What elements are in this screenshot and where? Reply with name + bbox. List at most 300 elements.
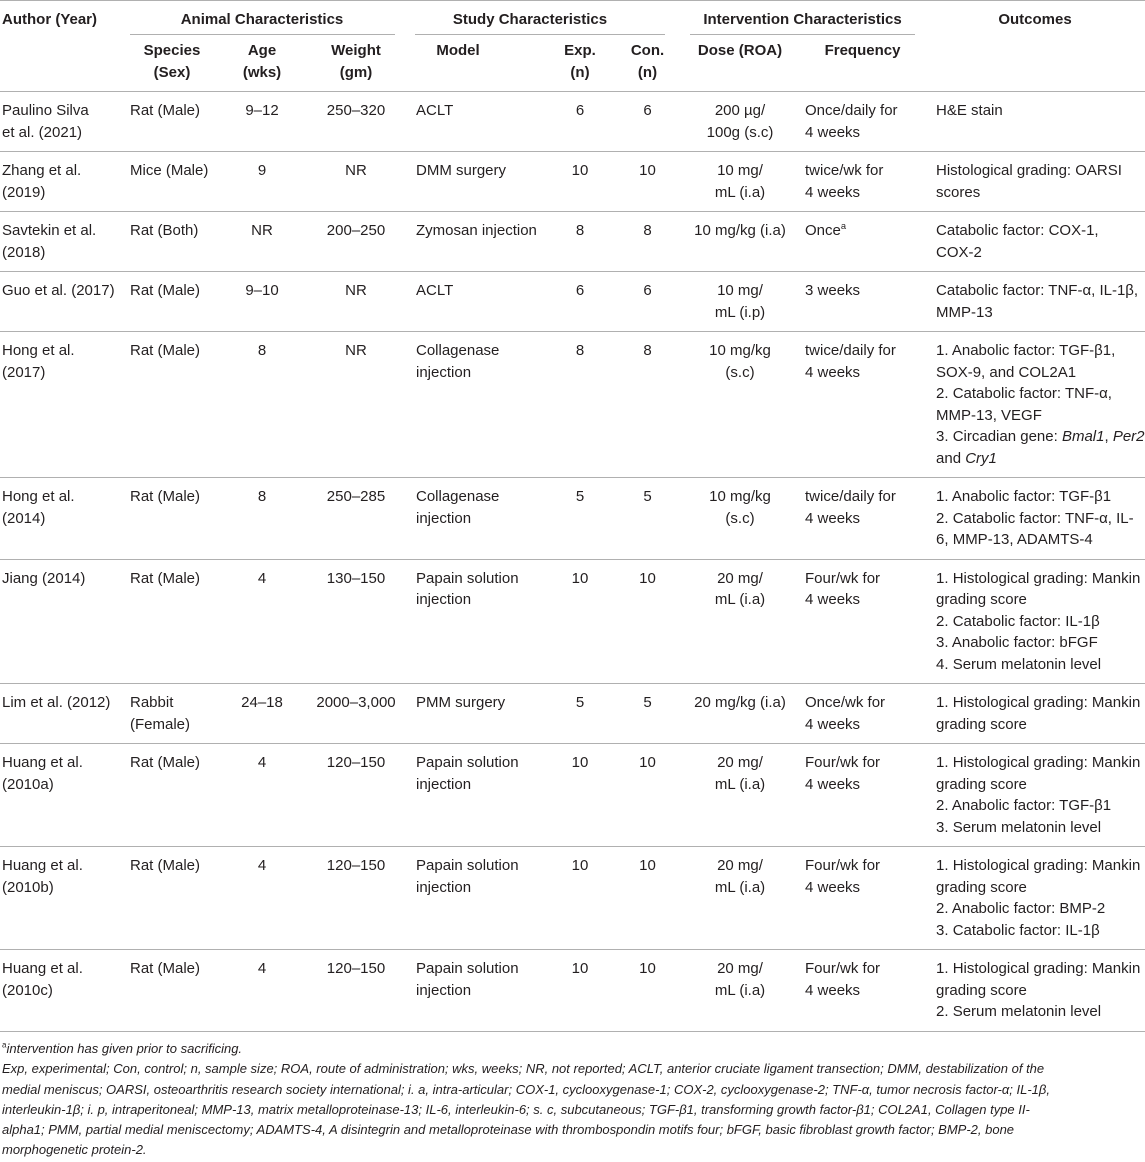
table-row bbox=[0, 847, 1145, 950]
cell-exp bbox=[545, 744, 615, 847]
cell-line: 20 mg/kg (i.a) bbox=[694, 694, 786, 711]
header-frequency bbox=[800, 35, 925, 92]
header-line: Model bbox=[436, 42, 480, 59]
cell-line: Catabolic factor: COX-1, bbox=[936, 222, 1099, 239]
cell-line: Guo et al. (2017) bbox=[2, 282, 115, 299]
cell-line: 10 bbox=[639, 754, 656, 771]
header-dose bbox=[680, 35, 800, 92]
cell-line: DMM surgery bbox=[416, 162, 507, 179]
cell-line: Hong et al. bbox=[2, 488, 75, 505]
cell-line: 10 bbox=[639, 569, 656, 587]
cell-author bbox=[0, 559, 122, 684]
cell-line: (2010c) bbox=[2, 981, 53, 999]
header-line: Age bbox=[247, 42, 277, 59]
cell-line: 3 weeks bbox=[805, 282, 861, 299]
cell-line: Rat (Male) bbox=[130, 342, 201, 359]
table-row bbox=[0, 744, 1145, 847]
cell-line: 6 bbox=[643, 102, 652, 119]
cell-line: Huang et al. bbox=[2, 754, 83, 771]
cell-line: NR bbox=[345, 282, 367, 299]
cell-exp bbox=[545, 950, 615, 1032]
cell-author bbox=[0, 744, 122, 847]
cell-con bbox=[615, 847, 680, 950]
cell-line: 10 bbox=[639, 162, 656, 179]
cell-model bbox=[410, 332, 545, 478]
cell-line: 1. Histological grading: Mankin bbox=[936, 694, 1141, 711]
cell-exp bbox=[545, 559, 615, 684]
header-line: Con. bbox=[630, 42, 665, 59]
cell-exp bbox=[545, 212, 615, 272]
cell-line: Zhang et al. bbox=[2, 162, 82, 179]
cell-line: 8 bbox=[575, 222, 585, 239]
cell-line: 120–150 bbox=[326, 857, 386, 874]
cell-dose bbox=[680, 744, 800, 847]
cell-line: injection bbox=[416, 363, 472, 381]
cell-frequency bbox=[800, 559, 925, 684]
cell-line: 9 bbox=[257, 162, 267, 179]
header-line: Weight bbox=[331, 42, 381, 59]
cell-line: SOX-9, and COL2A1 bbox=[936, 363, 1077, 381]
cell-line: mL (i.a) bbox=[714, 183, 766, 201]
cell-line: NR bbox=[345, 162, 367, 179]
cell-line: 8 bbox=[575, 342, 585, 359]
cell-line: Papain solution bbox=[416, 754, 519, 771]
footnote-line bbox=[0, 1039, 1145, 1059]
cell-line: grading score bbox=[936, 715, 1027, 733]
cell-line: 1. Histological grading: Mankin bbox=[936, 960, 1141, 977]
cell-line bbox=[936, 426, 1145, 448]
cell-line: 4 weeks bbox=[805, 775, 861, 793]
footnote-marker: a bbox=[2, 1040, 7, 1050]
table-row bbox=[0, 332, 1145, 478]
cell-line: (s.c) bbox=[725, 363, 755, 381]
cell-line: Huang et al. bbox=[2, 960, 83, 977]
cell-line: 9–10 bbox=[245, 282, 279, 299]
cell-line: (2018) bbox=[2, 243, 46, 261]
cell-age bbox=[222, 950, 302, 1032]
cell-frequency bbox=[800, 744, 925, 847]
cell-author bbox=[0, 332, 122, 478]
cell-line: Huang et al. bbox=[2, 857, 83, 874]
cell-line: 4 weeks bbox=[805, 509, 861, 527]
header-model bbox=[410, 35, 545, 92]
cell-line: MMP-13 bbox=[936, 303, 993, 321]
cell-line: 4 weeks bbox=[805, 878, 861, 896]
cell-frequency bbox=[800, 272, 925, 332]
table-row bbox=[0, 212, 1145, 272]
cell-line: 2. Serum melatonin level bbox=[936, 1003, 1102, 1020]
cell-line: 10 mg/kg bbox=[709, 342, 771, 359]
cell-age bbox=[222, 272, 302, 332]
cell-species bbox=[122, 950, 222, 1032]
cell-weight bbox=[302, 212, 410, 272]
table-footnotes bbox=[0, 1039, 1145, 1161]
footnote-line: morphogenetic protein-2. bbox=[2, 1142, 147, 1158]
cell-line: injection bbox=[416, 981, 472, 999]
cell-line: 1. Histological grading: Mankin bbox=[936, 857, 1141, 874]
cell-line: 2000–3,000 bbox=[316, 694, 396, 711]
cell-line: 4 bbox=[257, 754, 267, 771]
cell-line: 6 bbox=[575, 102, 585, 119]
cell-author bbox=[0, 152, 122, 212]
cell-line: Zymosan injection bbox=[416, 222, 537, 239]
table-row bbox=[0, 559, 1145, 684]
cell-line: twice/daily for bbox=[805, 488, 896, 505]
cell-author bbox=[0, 950, 122, 1032]
cell-exp bbox=[545, 478, 615, 560]
header-group-intervention: Intervention Characteristics bbox=[680, 1, 925, 36]
cell-species bbox=[122, 152, 222, 212]
cell-exp bbox=[545, 332, 615, 478]
header-group-study: Study Characteristics bbox=[410, 1, 680, 36]
cell-line: (2010b) bbox=[2, 878, 54, 896]
cell-author bbox=[0, 272, 122, 332]
cell-species bbox=[122, 92, 222, 152]
header-line: Exp. bbox=[564, 42, 596, 59]
text-segment: , bbox=[1104, 428, 1113, 445]
table-body bbox=[0, 92, 1145, 1032]
cell-weight bbox=[302, 332, 410, 478]
cell-weight bbox=[302, 92, 410, 152]
cell-line: injection bbox=[416, 591, 472, 608]
text-segment: 3. Circadian gene: bbox=[936, 428, 1062, 445]
table-row bbox=[0, 950, 1145, 1032]
cell-line: Mice (Male) bbox=[130, 162, 209, 179]
cell-model bbox=[410, 950, 545, 1032]
cell-line: 2. Catabolic factor: TNF-α, IL- bbox=[936, 509, 1134, 527]
cell-line: Rat (Male) bbox=[130, 282, 201, 299]
cell-line: 4 weeks bbox=[805, 183, 861, 201]
cell-line: Four/wk for bbox=[805, 754, 881, 771]
cell-model bbox=[410, 152, 545, 212]
cell-species bbox=[122, 744, 222, 847]
cell-dose bbox=[680, 332, 800, 478]
cell-line: 4 weeks bbox=[805, 123, 861, 141]
cell-dose bbox=[680, 684, 800, 744]
cell-species bbox=[122, 212, 222, 272]
cell-line: Rat (Male) bbox=[130, 857, 201, 874]
cell-con bbox=[615, 744, 680, 847]
cell-line: et al. (2021) bbox=[2, 123, 83, 141]
cell-exp bbox=[545, 272, 615, 332]
header-exp bbox=[545, 35, 615, 92]
cell-age bbox=[222, 684, 302, 744]
cell-line: (s.c) bbox=[725, 509, 755, 527]
cell-line: 100g (s.c) bbox=[706, 123, 774, 141]
cell-line: Histological grading: OARSI bbox=[936, 162, 1122, 179]
cell-line: Four/wk for bbox=[805, 569, 881, 587]
table-row bbox=[0, 152, 1145, 212]
cell-line: 2. Catabolic factor: TNF-α, bbox=[936, 385, 1112, 402]
cell-line: grading score bbox=[936, 878, 1027, 896]
cell-line bbox=[936, 448, 1145, 470]
italic-text: Bmal1 bbox=[1061, 428, 1105, 445]
cell-con bbox=[615, 212, 680, 272]
cell-line: 3. Serum melatonin level bbox=[936, 818, 1102, 836]
cell-frequency bbox=[800, 847, 925, 950]
cell-age bbox=[222, 847, 302, 950]
cell-line: Rat (Male) bbox=[130, 960, 201, 977]
cell-line: 10 bbox=[571, 754, 589, 771]
cell-line: 9–12 bbox=[245, 102, 279, 119]
cell-line: NR bbox=[345, 342, 367, 359]
cell-line: Papain solution bbox=[416, 960, 519, 977]
cell-line: 250–320 bbox=[326, 102, 386, 119]
cell-frequency bbox=[800, 478, 925, 560]
cell-dose bbox=[680, 272, 800, 332]
cell-line: Rat (Male) bbox=[130, 754, 201, 771]
cell-line: Rat (Male) bbox=[130, 569, 201, 587]
cell-con bbox=[615, 950, 680, 1032]
cell-weight bbox=[302, 744, 410, 847]
cell-line: Once/daily for bbox=[805, 102, 898, 119]
cell-age bbox=[222, 478, 302, 560]
cell-line: 4 weeks bbox=[805, 715, 861, 733]
footnote-line: alpha1; PMM, partial medial meniscectomy; ADAMTS-4, A disintegrin and metalloproteinase with thrombospondin motifs four; bFGF, basic fibroblast growth factor; BMP-2, bone bbox=[2, 1122, 1015, 1138]
text-segment: Once bbox=[805, 222, 841, 239]
cell-model bbox=[410, 272, 545, 332]
cell-species bbox=[122, 847, 222, 950]
cell-line: mL (i.a) bbox=[714, 981, 766, 999]
italic-text: Cry1 bbox=[965, 449, 997, 467]
cell-model bbox=[410, 744, 545, 847]
cell-line: 2. Catabolic factor: IL-1β bbox=[936, 612, 1100, 630]
table-row bbox=[0, 272, 1145, 332]
cell-line: 4 bbox=[257, 569, 267, 587]
cell-author bbox=[0, 212, 122, 272]
header-con bbox=[615, 35, 680, 92]
cell-line: 4. Serum melatonin level bbox=[936, 655, 1102, 673]
cell-outcomes bbox=[925, 847, 1145, 950]
cell-weight bbox=[302, 559, 410, 684]
header-line: Dose (ROA) bbox=[697, 42, 783, 59]
cell-line: Catabolic factor: TNF-α, IL-1β, bbox=[936, 282, 1139, 299]
cell-line: 6 bbox=[643, 282, 652, 299]
cell-con bbox=[615, 92, 680, 152]
cell-line: 5 bbox=[575, 694, 585, 711]
cell-line: 1. Histological grading: Mankin bbox=[936, 754, 1141, 771]
cell-line: grading score bbox=[936, 981, 1027, 999]
header-line: Species bbox=[143, 42, 201, 59]
cell-line: 6 bbox=[575, 282, 585, 299]
cell-line: 10 mg/kg (i.a) bbox=[694, 222, 786, 239]
cell-line: injection bbox=[416, 509, 472, 527]
cell-dose bbox=[680, 950, 800, 1032]
cell-weight bbox=[302, 950, 410, 1032]
cell-line: ACLT bbox=[416, 102, 454, 119]
cell-line: grading score bbox=[936, 775, 1027, 793]
cell-line: MMP-13, VEGF bbox=[936, 406, 1042, 424]
cell-con bbox=[615, 152, 680, 212]
cell-line: 10 bbox=[639, 857, 656, 874]
cell-con bbox=[615, 559, 680, 684]
cell-line: NR bbox=[251, 222, 273, 239]
cell-weight bbox=[302, 847, 410, 950]
cell-line: 24–18 bbox=[241, 694, 283, 711]
cell-line: 4 weeks bbox=[805, 363, 861, 381]
cell-line: Paulino Silva bbox=[2, 102, 89, 119]
cell-line: mL (i.a) bbox=[714, 591, 766, 608]
cell-species bbox=[122, 478, 222, 560]
cell-line: 5 bbox=[575, 488, 585, 505]
cell-line: mL (i.p) bbox=[714, 303, 766, 321]
cell-species bbox=[122, 684, 222, 744]
cell-outcomes bbox=[925, 332, 1145, 478]
cell-line: Rabbit bbox=[130, 694, 174, 711]
cell-model bbox=[410, 559, 545, 684]
cell-line: 10 bbox=[571, 960, 589, 977]
cell-model bbox=[410, 478, 545, 560]
header-line: (Sex) bbox=[153, 63, 191, 81]
footnote-marker: a bbox=[840, 221, 847, 231]
cell-line: mL (i.a) bbox=[714, 775, 766, 793]
cell-model bbox=[410, 847, 545, 950]
cell-weight bbox=[302, 478, 410, 560]
header-line: (wks) bbox=[242, 63, 282, 81]
cell-model bbox=[410, 92, 545, 152]
cell-outcomes bbox=[925, 152, 1145, 212]
cell-line: 20 mg/ bbox=[717, 569, 763, 587]
cell-outcomes bbox=[925, 950, 1145, 1032]
cell-outcomes bbox=[925, 684, 1145, 744]
cell-line: 8 bbox=[257, 342, 267, 359]
cell-line: Jiang (2014) bbox=[2, 569, 86, 587]
cell-weight bbox=[302, 272, 410, 332]
cell-line: Once/wk for bbox=[805, 694, 886, 711]
cell-line: 6, MMP-13, ADAMTS-4 bbox=[936, 531, 1093, 548]
cell-line: 4 bbox=[257, 960, 267, 977]
cell-species bbox=[122, 559, 222, 684]
header-line: (n) bbox=[637, 63, 658, 81]
cell-line: 10 mg/kg bbox=[709, 488, 771, 505]
cell-line: ACLT bbox=[416, 282, 454, 299]
cell-age bbox=[222, 92, 302, 152]
cell-frequency bbox=[800, 152, 925, 212]
cell-dose bbox=[680, 559, 800, 684]
cell-line: (2014) bbox=[2, 509, 46, 527]
cell-line: 3. Catabolic factor: IL-1β bbox=[936, 921, 1100, 939]
cell-line: 2. Anabolic factor: BMP-2 bbox=[936, 900, 1106, 917]
header-weight bbox=[302, 35, 410, 92]
text-segment: and bbox=[936, 449, 966, 467]
cell-age bbox=[222, 744, 302, 847]
cell-dose bbox=[680, 478, 800, 560]
cell-line: 1. Anabolic factor: TGF-β1, bbox=[936, 342, 1116, 359]
cell-line: 2. Anabolic factor: TGF-β1 bbox=[936, 797, 1112, 814]
cell-outcomes bbox=[925, 92, 1145, 152]
cell-con bbox=[615, 478, 680, 560]
cell-species bbox=[122, 332, 222, 478]
cell-line bbox=[805, 220, 925, 242]
cell-author bbox=[0, 847, 122, 950]
cell-dose bbox=[680, 847, 800, 950]
cell-line: Papain solution bbox=[416, 569, 519, 587]
header-outcomes: Outcomes bbox=[925, 1, 1145, 92]
cell-frequency bbox=[800, 212, 925, 272]
cell-line: mL (i.a) bbox=[714, 878, 766, 896]
cell-model bbox=[410, 684, 545, 744]
cell-line: 20 mg/ bbox=[717, 857, 763, 874]
cell-line: 120–150 bbox=[326, 960, 386, 977]
cell-line: grading score bbox=[936, 591, 1027, 608]
cell-con bbox=[615, 684, 680, 744]
cell-line: 1. Anabolic factor: TGF-β1 bbox=[936, 488, 1112, 505]
cell-line: Collagenase bbox=[416, 488, 500, 505]
cell-line: 10 mg/ bbox=[717, 162, 763, 179]
cell-line: Rat (Male) bbox=[130, 488, 201, 505]
cell-author bbox=[0, 478, 122, 560]
cell-line: scores bbox=[936, 183, 981, 201]
cell-line: 8 bbox=[643, 342, 652, 359]
cell-line: 1. Histological grading: Mankin bbox=[936, 569, 1141, 587]
cell-line: 5 bbox=[643, 694, 652, 711]
cell-line: Hong et al. bbox=[2, 342, 75, 359]
cell-line: 4 weeks bbox=[805, 591, 861, 608]
cell-line: (2017) bbox=[2, 363, 46, 381]
cell-outcomes bbox=[925, 212, 1145, 272]
cell-line: COX-2 bbox=[936, 243, 982, 261]
cell-line: 10 bbox=[639, 960, 656, 977]
cell-line: 120–150 bbox=[326, 754, 386, 771]
cell-outcomes bbox=[925, 559, 1145, 684]
cell-weight bbox=[302, 684, 410, 744]
table-header bbox=[0, 1, 1145, 92]
cell-outcomes bbox=[925, 478, 1145, 560]
cell-line: PMM surgery bbox=[416, 694, 506, 711]
header-author: Author (Year) bbox=[0, 1, 122, 92]
cell-line: injection bbox=[416, 878, 472, 896]
header-group-row bbox=[0, 1, 1145, 36]
cell-age bbox=[222, 212, 302, 272]
cell-author bbox=[0, 92, 122, 152]
table-row bbox=[0, 478, 1145, 560]
header-age bbox=[222, 35, 302, 92]
cell-line: 10 mg/ bbox=[717, 282, 763, 299]
cell-line: injection bbox=[416, 775, 472, 793]
cell-line: 8 bbox=[643, 222, 652, 239]
cell-line: 10 bbox=[571, 569, 589, 587]
footnote-line: medial meniscus; OARSI, osteoarthritis research society international; i. a, intra-articular; COX-1, cyclooxygenase-1; COX-2, cyclooxygenase-2; TNF-α, tumor necrosis factor-α; IL-1β, bbox=[2, 1081, 1050, 1097]
cell-line: 130–150 bbox=[326, 569, 386, 587]
cell-line: Four/wk for bbox=[805, 960, 881, 977]
cell-line: Rat (Male) bbox=[130, 102, 201, 119]
cell-line: (2019) bbox=[2, 183, 46, 201]
cell-outcomes bbox=[925, 272, 1145, 332]
cell-age bbox=[222, 152, 302, 212]
cell-line: 200–250 bbox=[326, 222, 386, 239]
cell-species bbox=[122, 272, 222, 332]
cell-exp bbox=[545, 152, 615, 212]
footnote-line: interleukin-1β; i. p, intraperitoneal; MMP-13, matrix metalloproteinase-13; IL-6, interleukin-6; s. c, subcutaneous; TGF-β1, transforming growth factor-β1; COL2A1, Collagen type II- bbox=[2, 1101, 1030, 1117]
cell-line: 20 mg/ bbox=[717, 960, 763, 977]
cell-line: 250–285 bbox=[326, 488, 386, 505]
table-row bbox=[0, 684, 1145, 744]
cell-dose bbox=[680, 92, 800, 152]
cell-line: 10 bbox=[571, 162, 589, 179]
header-species bbox=[122, 35, 222, 92]
cell-line: 3. Anabolic factor: bFGF bbox=[936, 634, 1098, 651]
cell-line: 20 mg/ bbox=[717, 754, 763, 771]
cell-line: Papain solution bbox=[416, 857, 519, 874]
cell-exp bbox=[545, 684, 615, 744]
italic-text: Per2 bbox=[1112, 428, 1145, 445]
footnote-line: Exp, experimental; Con, control; n, sample size; ROA, route of administration; wks, weeks; NR, not reported; ACLT, anterior cruciate ligament transection; DMM, destabilization of the bbox=[2, 1061, 1045, 1077]
cell-line: (Female) bbox=[130, 715, 191, 733]
cell-author bbox=[0, 684, 122, 744]
cell-frequency bbox=[800, 332, 925, 478]
cell-outcomes bbox=[925, 744, 1145, 847]
cell-line: H&E stain bbox=[936, 102, 1003, 119]
